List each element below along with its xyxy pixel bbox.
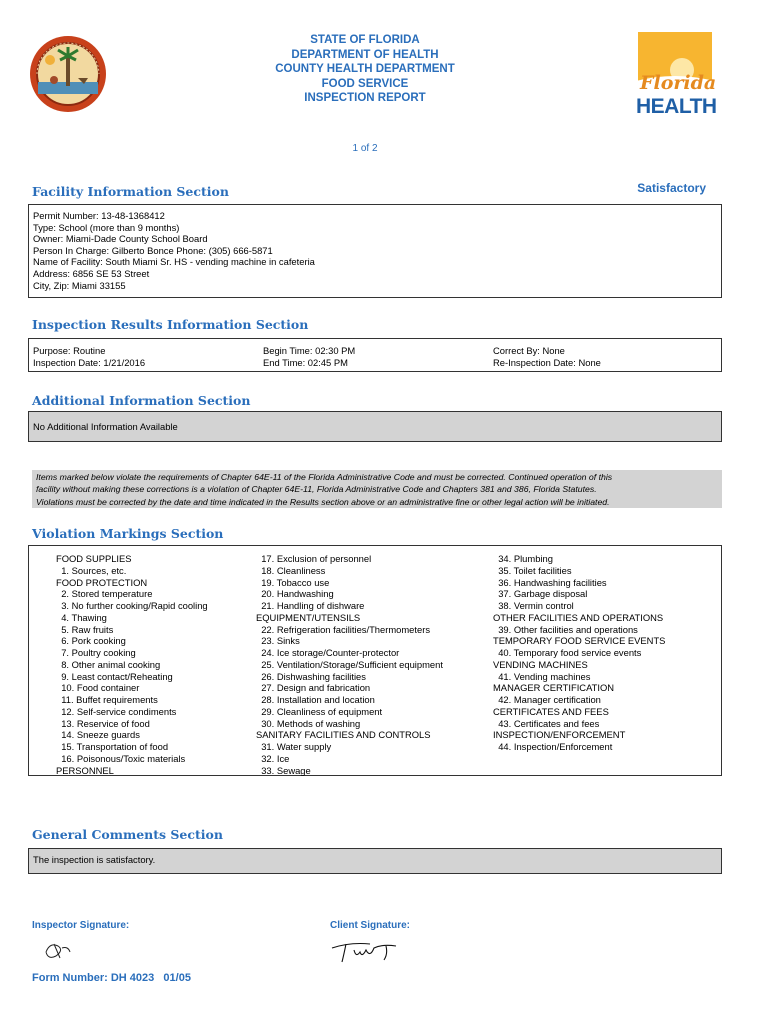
state-seal — [28, 34, 108, 114]
facility-address: Address: 6856 SE 53 Street — [33, 267, 150, 279]
violation-item: 34. Plumbing — [493, 553, 553, 564]
client-signature-label: Client Signature: — [330, 920, 411, 931]
header-line: STATE OF FLORIDA — [310, 34, 420, 46]
violations-column-3 — [493, 553, 665, 753]
violation-item: 27. Design and fabrication — [256, 682, 371, 694]
violation-item: 35. Toilet facilities — [493, 564, 572, 576]
correct-by: Correct By: None — [493, 345, 565, 356]
violation-item: VENDING MACHINES — [493, 658, 588, 670]
violation-item: 23. Sinks — [256, 635, 300, 647]
violation-item: 25. Ventilation/Storage/Sufficient equipment — [256, 658, 443, 670]
violation-item: 18. Cleanliness — [256, 564, 326, 576]
general-comments-text: The inspection is satisfactory. — [33, 854, 156, 865]
violation-item: 30. Methods of washing — [256, 717, 361, 729]
violation-item: CERTIFICATES AND FEES — [493, 705, 609, 717]
inspector-signature-label: Inspector Signature: — [32, 920, 130, 931]
violation-item: 2. Stored temperature — [56, 588, 153, 600]
purpose: Purpose: Routine — [33, 345, 106, 356]
violation-item: 31. Water supply — [256, 741, 332, 752]
violation-item: 12. Self-service condiments — [56, 705, 177, 717]
violation-item: 5. Raw fruits — [56, 623, 114, 635]
person-in-charge: Person In Charge: Gilberto Bonce Phone: (305) 666-5871 — [33, 244, 273, 256]
facility-owner: Owner: Miami-Dade County School Board — [33, 233, 208, 245]
begin-time: Begin Time: 02:30 PM — [263, 345, 356, 356]
violation-item: 10. Food container — [56, 682, 140, 694]
violation-item: TEMPORARY FOOD SERVICE EVENTS — [493, 635, 666, 647]
violation-item: 3. No further cooking/Rapid cooling — [56, 600, 208, 611]
permit-number: Permit Number: 13-48-1368412 — [33, 210, 165, 221]
notice-line: facility without making these corrections is a violation of Chapter 64E-11, Florida Administrative Code and Chapters 381 and 386, Florida Statutes. — [36, 484, 597, 495]
general-comments-title: General Comments Section — [32, 827, 223, 842]
violation-item: 36. Handwashing facilities — [493, 576, 607, 588]
inspection-results-box — [28, 338, 722, 372]
violation-item: 9. Least contact/Reheating — [56, 670, 173, 682]
violation-item: 19. Tobacco use — [256, 576, 330, 588]
florida-health-logo — [632, 32, 718, 122]
violation-item: 20. Handwashing — [256, 588, 334, 600]
form-number: Form Number: DH 4023 01/05 — [32, 972, 191, 984]
header-line: DEPARTMENT OF HEALTH — [291, 48, 439, 61]
notice-line: Items marked below violate the requirements of Chapter 64E-11 of the Florida Administrative Code and must be corrected. Continued operation of this — [36, 472, 613, 482]
violation-item: 4. Thawing — [56, 611, 107, 623]
violation-item: 8. Other animal cooking — [56, 658, 161, 670]
reinspection-date: Re-Inspection Date: None — [493, 356, 601, 368]
logo-text-florida: Florida — [640, 72, 717, 94]
header-line: FOOD SERVICE — [321, 77, 409, 90]
violation-item: INSPECTION/ENFORCEMENT — [493, 729, 626, 741]
general-comments-box — [28, 848, 722, 874]
violation-item: 16. Poisonous/Toxic materials — [56, 752, 186, 764]
notice-line: Violations must be corrected by the date and time indicated in the Results section above or an administrative fine or other legal action will be initiated. — [36, 496, 610, 507]
violation-item: 24. Ice storage/Counter-protector — [256, 647, 400, 658]
facility-type: Type: School (more than 9 months) — [33, 221, 180, 233]
violation-item: 28. Installation and location — [256, 694, 375, 705]
violation-markings-title: Violation Markings Section — [32, 526, 224, 541]
violation-item: PERSONNEL — [56, 764, 114, 776]
client-signature — [330, 936, 410, 968]
violation-item: OTHER FACILITIES AND OPERATIONS — [493, 611, 664, 623]
facility-name: Name of Facility: South Miami Sr. HS - vending machine in cafeteria — [33, 256, 315, 268]
violation-markings-box — [28, 545, 722, 776]
page-indicator: 1 of 2 — [352, 143, 378, 154]
violation-item: 15. Transportation of food — [56, 741, 169, 752]
violations-column-1 — [56, 553, 208, 776]
violation-item: 43. Certificates and fees — [493, 717, 600, 729]
inspection-results-title: Inspection Results Information Section — [32, 317, 309, 332]
violation-item: 29. Cleanliness of equipment — [256, 705, 383, 717]
violation-item: 17. Exclusion of personnel — [256, 553, 372, 564]
violation-item: 41. Vending machines — [493, 670, 591, 682]
header-line: INSPECTION REPORT — [304, 92, 426, 105]
violation-item: 33. Sewage — [256, 764, 311, 776]
logo-text-health: HEALTH — [636, 95, 717, 118]
violation-item: 1. Sources, etc. — [56, 564, 127, 576]
report-header — [230, 33, 500, 106]
violation-item: 11. Buffet requirements — [56, 694, 158, 705]
violation-item: 21. Handling of dishware — [256, 600, 365, 611]
violation-notice — [32, 470, 722, 508]
violation-item: 39. Other facilities and operations — [493, 623, 638, 635]
additional-info-title: Additional Information Section — [32, 393, 251, 408]
violation-item: 22. Refrigeration facilities/Thermometers — [256, 623, 431, 635]
violation-item: 7. Poultry cooking — [56, 647, 136, 658]
inspection-date: Inspection Date: 1/21/2016 — [33, 356, 146, 368]
facility-city-zip: City, Zip: Miami 33155 — [33, 279, 126, 291]
inspection-status: Satisfactory — [637, 181, 706, 195]
header-line: COUNTY HEALTH DEPARTMENT — [275, 63, 455, 76]
violation-item: FOOD PROTECTION — [56, 576, 148, 588]
violation-item: 37. Garbage disposal — [493, 588, 588, 600]
violation-item: 40. Temporary food service events — [493, 647, 642, 658]
additional-info-box — [28, 411, 722, 442]
facility-section-title: Facility Information Section — [32, 184, 229, 199]
inspector-signature — [40, 938, 80, 962]
additional-info-text: No Additional Information Available — [33, 421, 178, 432]
violation-item: 44. Inspection/Enforcement — [493, 741, 613, 752]
violation-item: SANITARY FACILITIES AND CONTROLS — [256, 729, 431, 741]
violation-item: 13. Reservice of food — [56, 717, 150, 729]
violation-item: 14. Sneeze guards — [56, 729, 140, 741]
violation-item: 38. Vermin control — [493, 600, 574, 611]
violations-column-2 — [256, 553, 443, 776]
violation-item: 42. Manager certification — [493, 694, 601, 705]
violation-item: MANAGER CERTIFICATION — [493, 682, 615, 694]
violation-item: 32. Ice — [256, 752, 290, 764]
violation-item: 26. Dishwashing facilities — [256, 670, 366, 682]
violation-item: 6. Pork cooking — [56, 635, 126, 647]
violation-item: EQUIPMENT/UTENSILS — [256, 611, 361, 623]
facility-info-box — [28, 204, 722, 298]
end-time: End Time: 02:45 PM — [263, 356, 348, 368]
violation-item: FOOD SUPPLIES — [56, 553, 132, 564]
